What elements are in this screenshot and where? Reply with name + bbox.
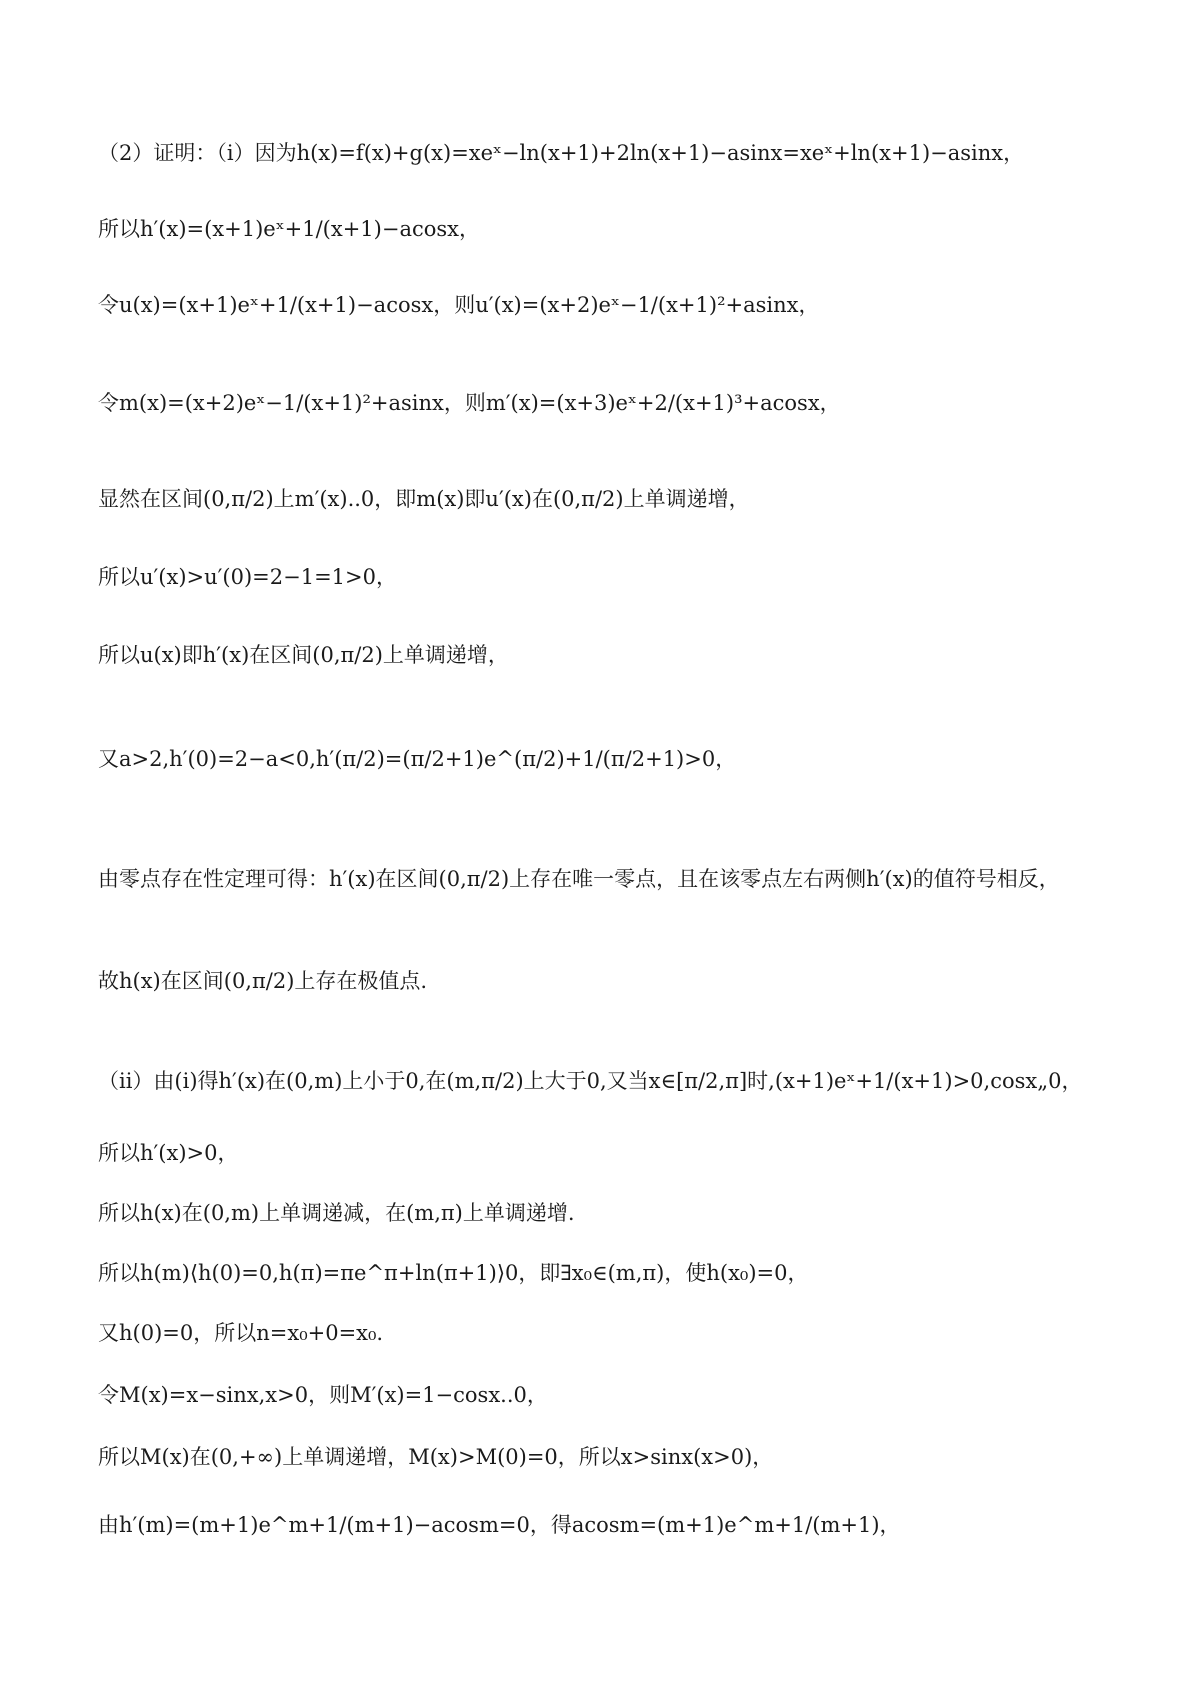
part-ii-line (98, 1064, 1140, 1096)
u-def-line (98, 288, 1140, 320)
extreme-line (98, 964, 1140, 996)
line-text: 令u(x)=(x+1)eˣ+1/(x+1)−acosx，则u′(x)=(x+2)eˣ−1/(x+1)²+asinx， (98, 292, 820, 317)
line-text: 所以u(x)即h′(x)在区间(0,π/2)上单调递增， (98, 642, 509, 667)
line-text: 所以u′(x)>u′(0)=2−1=1>0， (98, 564, 397, 589)
line-text: 又h(0)=0，所以n=x₀+0=x₀. (98, 1320, 384, 1345)
line-text: 所以h′(x)>0， (98, 1140, 239, 1165)
line-text: 令m(x)=(x+2)eˣ−1/(x+1)²+asinx，则m′(x)=(x+3)eˣ+2/(x+1)³+acosx， (98, 390, 841, 415)
line-text: 又a>2,h′(0)=2−a<0,h′(π/2)=(π/2+1)e^(π/2)+1/(π/2+1)>0， (98, 746, 737, 771)
n-value-line (98, 1316, 1140, 1348)
line-text: 由h′(m)=(m+1)e^m+1/(m+1)−acosm=0，得acosm=(m+1)e^m+1/(m+1)， (98, 1512, 901, 1537)
monotone-m-line (98, 482, 1140, 514)
line-text: （ii）由(i)得h′(x)在(0,m)上小于0,在(m,π/2)上大于0,又当x∈[π/2,π]时,(x+1)eˣ+1/(x+1)>0,cosx„0， (98, 1068, 1083, 1093)
line-text: 故h(x)在区间(0,π/2)上存在极值点. (98, 968, 428, 993)
exists-x0-line (98, 1256, 1140, 1288)
line-text: 显然在区间(0,π/2)上m′(x)..0，即m(x)即u′(x)在(0,π/2)上单调递增， (98, 486, 750, 511)
line-text: 令M(x)=x−sinx,x>0，则M′(x)=1−cosx..0， (98, 1382, 548, 1407)
signs-line (98, 742, 1140, 774)
step2-intro-line (98, 136, 1140, 168)
u-prime-pos-line (98, 560, 1140, 592)
m-def-line (98, 386, 1140, 418)
monotone-u-line (98, 638, 1140, 670)
h-monotone-line (98, 1196, 1140, 1228)
line-text: 所以M(x)在(0,+∞)上单调递增，M(x)>M(0)=0，所以x>sinx(x>0)， (98, 1444, 774, 1469)
h-prime-m-line (98, 1508, 1140, 1540)
h-prime-line (98, 212, 1140, 244)
line-text: 由零点存在性定理可得：h′(x)在区间(0,π/2)上存在唯一零点，且在该零点左右两侧h′(x)的值符号相反， (98, 866, 1060, 891)
line-text: 所以h(x)在(0,m)上单调递减，在(m,π)上单调递增. (98, 1200, 575, 1225)
line-text: 所以h′(x)=(x+1)eˣ+1/(x+1)−acosx， (98, 216, 480, 241)
line-text: 所以h(m)⟨h(0)=0,h(π)=πe^π+ln(π+1)⟩0，即∃x₀∈(m,π)，使h(x₀)=0， (98, 1260, 809, 1285)
M-monotone-line (98, 1440, 1140, 1472)
zero-theorem-line (98, 862, 1140, 894)
h-prime-pos-line (98, 1136, 1140, 1168)
line-text: （2）证明：（i）因为h(x)=f(x)+g(x)=xeˣ−ln(x+1)+2ln(x+1)−asinx=xeˣ+ln(x+1)−asinx， (98, 140, 1025, 165)
M-def-line (98, 1378, 1140, 1410)
